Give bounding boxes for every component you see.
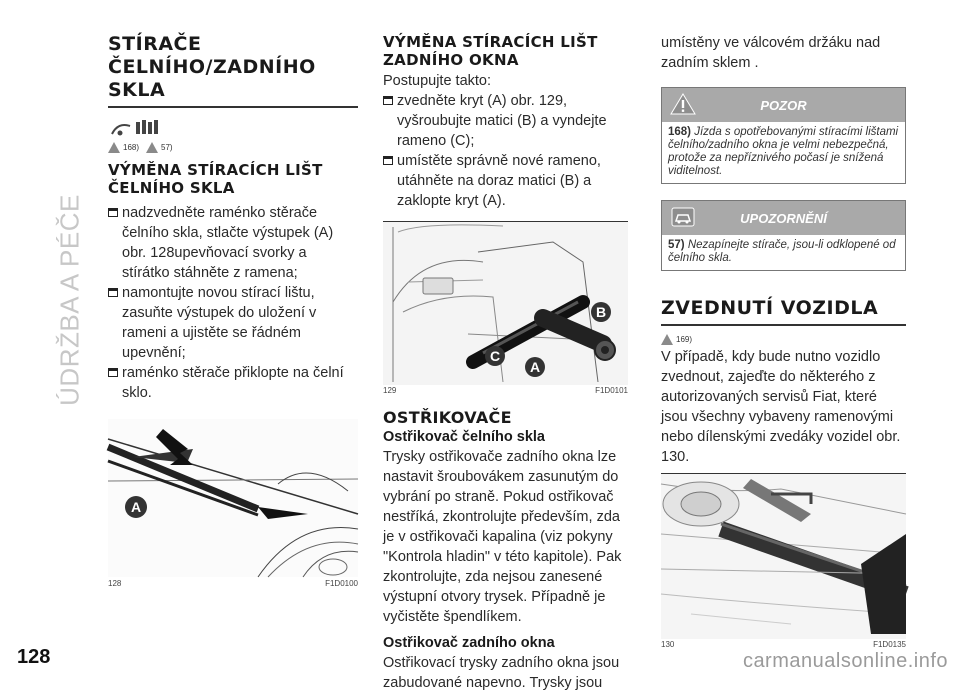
notice-title: UPOZORNĚNÍ <box>740 210 827 226</box>
rear-washer-text: Ostřikovací trysky zadního okna jsou zabudované napevno. Trysky jsou <box>383 655 620 691</box>
rear-wiper-steps <box>383 91 628 211</box>
intro-text: Postupujte takto: <box>383 73 492 89</box>
warning-ref-169[interactable]: 169) <box>676 335 693 344</box>
column-3 <box>661 33 906 649</box>
figure-label-c: C <box>489 348 501 364</box>
step-item: nadzvedněte raménko stěrače čelního skla, stlačte výstupek (A) obr. 128upevňovací svorky a stírátko stáhněte z ramena; <box>108 203 353 283</box>
checkbox-bullet-icon <box>108 368 118 377</box>
figure-label-a: A <box>529 359 541 375</box>
column-2 <box>383 33 628 693</box>
subheading-front-wiper: VÝMĚNA STÍRACÍCH LIŠT ČELNÍHO SKLA <box>108 161 323 197</box>
car-service-icon <box>670 205 696 232</box>
figure-caption-129 <box>383 384 628 395</box>
warning-ref-57[interactable]: 57) <box>161 143 173 152</box>
subheading-rear-wiper: VÝMĚNA STÍRACÍCH LIŠT ZADNÍHO OKNA <box>383 33 598 69</box>
figure-128 <box>108 419 358 577</box>
warning-triangle-icon <box>670 92 696 119</box>
section-heading-wipers: STÍRAČE ČELNÍHO/ZADNÍHO SKLA <box>108 33 358 108</box>
subheading-rear-washer: Ostřikovač zadního okna <box>383 635 555 651</box>
front-washer-text: Trysky ostřikovače zadního okna lze nastavit šroubovákem zasunutým do vybrání po straně. Pokud ostřikovač nestříká, zkontrolujte především, zda je v ostřikovači kapalina (viz pokyny "Kontrola hladin" v této kapitole). Pak zkontrolujte, zda nejsou zanesené výstupní otvory trysek. Případně je vyčistěte špendlíkem. <box>383 449 622 625</box>
notice-text: Nezapínejte stírače, jsou-li odklopené od čelního skla. <box>668 239 896 264</box>
caution-header <box>662 88 905 122</box>
checkbox-bullet-icon <box>383 96 393 105</box>
step-item: raménko stěrače přiklopte na čelní sklo. <box>108 363 353 403</box>
front-wiper-illustration <box>108 419 358 577</box>
notice-ref: 57) <box>668 239 685 251</box>
figure-code: F1D0101 <box>595 386 628 395</box>
figure-number: 129 <box>383 386 397 395</box>
step-item: zvedněte kryt (A) obr. 129, vyšroubujte matici (B) a vyndejte rameno (C); <box>383 91 628 151</box>
caution-body <box>662 122 905 183</box>
chapter-title-text: ÚDRŽBA A PÉČE <box>54 194 85 406</box>
step-item: umístěte správně nové rameno, utáhněte na doraz matici (B) a zaklopte kryt (A). <box>383 151 628 211</box>
caution-ref: 168) <box>668 126 692 138</box>
page-number: 128 <box>17 646 51 668</box>
notice-header <box>662 201 905 235</box>
warning-references <box>108 142 353 153</box>
warning-triangle-icon <box>146 142 158 153</box>
wiper-service-icon <box>108 116 168 138</box>
figure-number: 128 <box>108 579 122 588</box>
continuation-text: umístěny ve válcovém držáku nad zadním sklem . <box>661 35 881 71</box>
column-1 <box>108 33 358 588</box>
checkbox-bullet-icon <box>383 156 393 165</box>
caution-box <box>661 87 906 184</box>
chapter-side-title <box>50 50 90 550</box>
watermark: carmanualsonline.info <box>742 650 948 672</box>
subheading-front-washer: Ostřikovač čelního skla <box>383 429 545 445</box>
checkbox-bullet-icon <box>108 288 118 297</box>
figure-number: 130 <box>661 640 675 649</box>
figure-label-b: B <box>595 304 607 320</box>
figure-caption-128 <box>108 577 358 588</box>
rear-wiper-illustration <box>383 222 628 385</box>
warning-ref-168[interactable]: 168) <box>123 143 140 152</box>
figure-code: F1D0135 <box>873 640 906 649</box>
checkbox-bullet-icon <box>108 208 118 217</box>
figure-129 <box>383 221 628 384</box>
figure-caption-130 <box>661 638 906 649</box>
section-heading-washers: OSTŘIKOVAČE <box>383 408 512 427</box>
warning-triangle-icon <box>108 142 120 153</box>
warning-triangle-icon <box>661 334 673 345</box>
figure-130 <box>661 473 906 638</box>
step-item: namontujte novou stírací lištu, zasuňte výstupek do uložení v rameni a ujistěte se řádném upevnění; <box>108 283 353 363</box>
section-heading-lifting: ZVEDNUTÍ VOZIDLA <box>661 297 906 326</box>
warning-references <box>661 334 906 345</box>
caution-text: Jízda s opotřebovanými stíracími lištami čelního/zadního okna je velmi nebezpečná, protože za nepříznivého počasí je snížená viditelnost. <box>668 126 899 177</box>
front-wiper-steps <box>108 203 353 403</box>
notice-body <box>662 235 905 270</box>
vehicle-lift-illustration <box>661 474 906 639</box>
notice-box <box>661 200 906 271</box>
figure-label-a: A <box>130 499 142 515</box>
caution-title: POZOR <box>760 97 807 113</box>
lifting-text: V případě, kdy bude nutno vozidlo zvednout, zajeďte do některého z autorizovaných servisů Fiat, které jsou všechny vybaveny ramenovými nebo dílenskými zvedáky vozidel obr. 130. <box>661 349 901 465</box>
figure-code: F1D0100 <box>325 579 358 588</box>
